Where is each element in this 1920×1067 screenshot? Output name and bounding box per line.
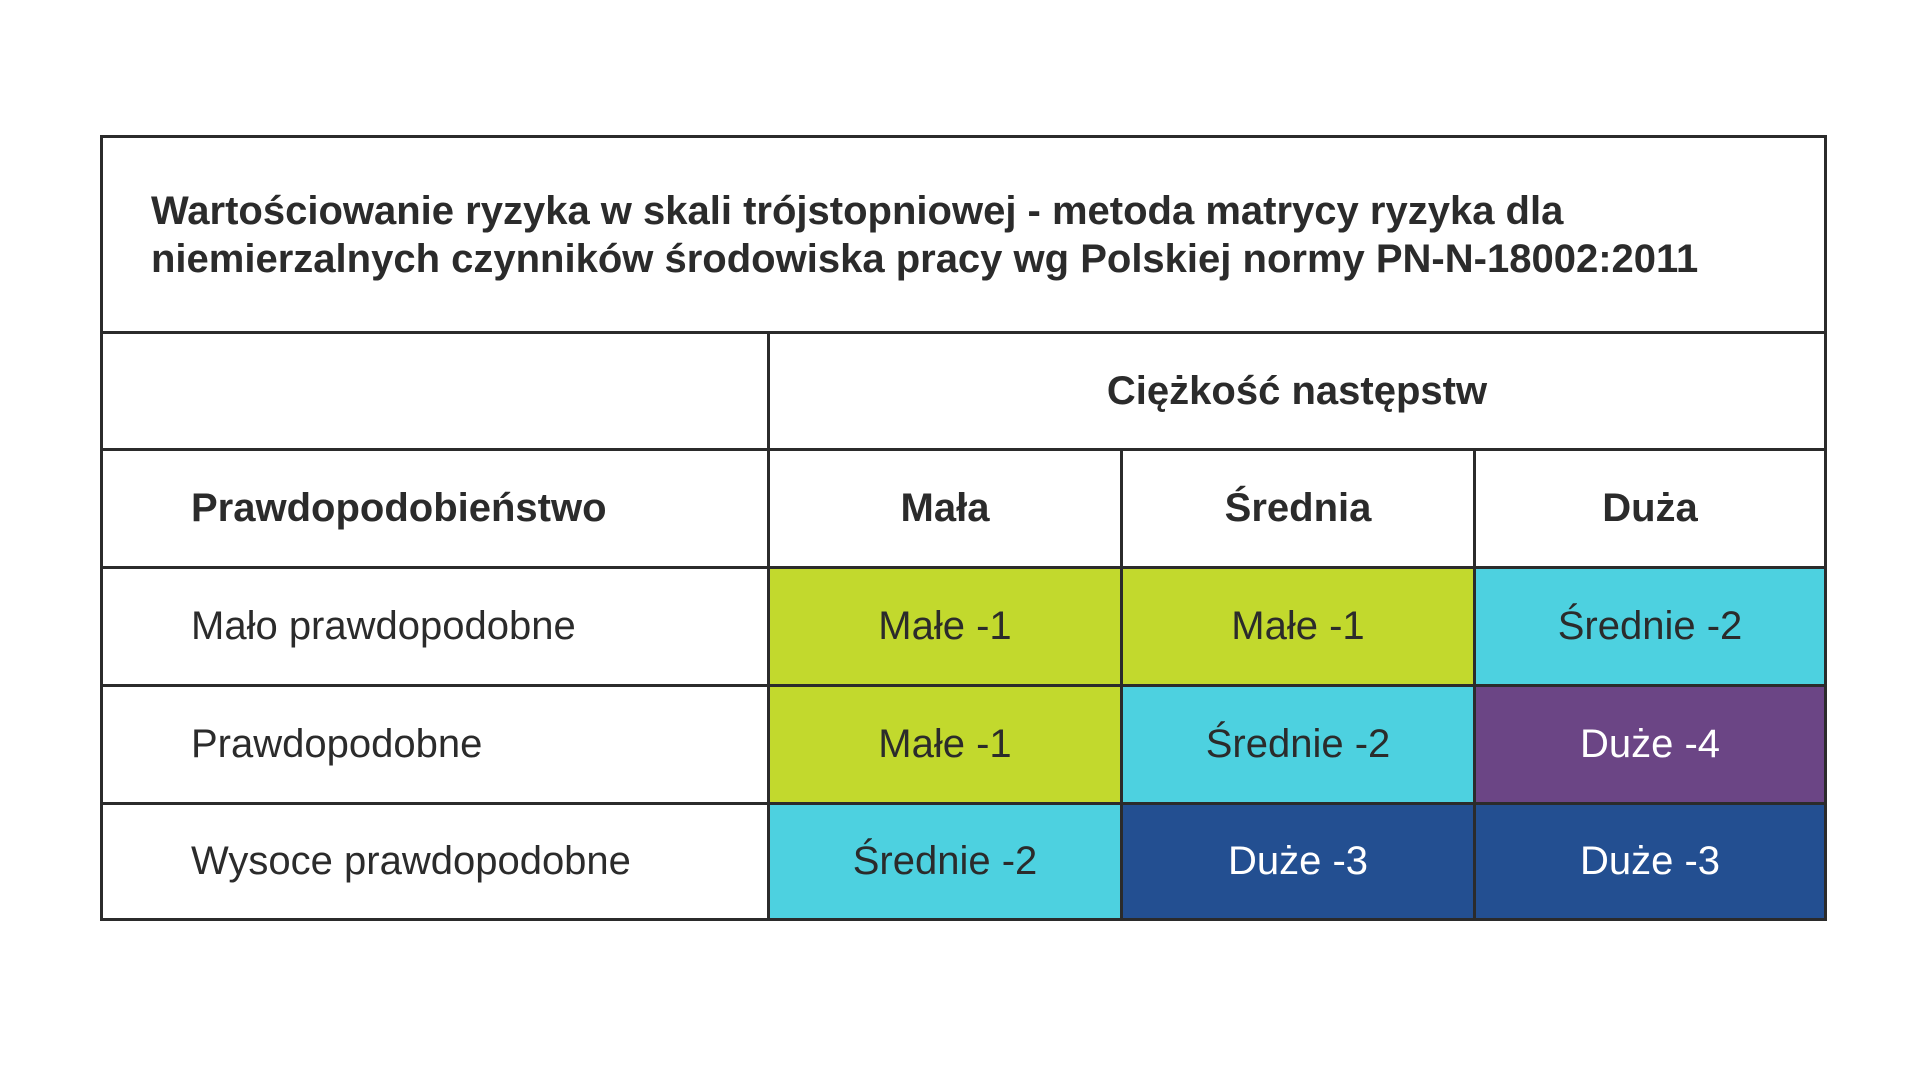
probability-header: Prawdopodobieństwo xyxy=(100,448,770,569)
risk-level-cell: Duże -4 xyxy=(1473,684,1827,805)
severity-group-header: Ciężkość następstw xyxy=(767,331,1827,451)
probability-row-label: Mało prawdopodobne xyxy=(100,566,770,687)
table-title-text xyxy=(151,187,1698,283)
table-title-line-2: niemierzalnych czynników środowiska pracy wg Polskiej normy PN-N-18002:2011 xyxy=(151,236,1699,281)
risk-level-cell: Małe -1 xyxy=(767,684,1123,805)
risk-level-cell: Średnie -2 xyxy=(767,802,1123,921)
risk-level-cell: Średnie -2 xyxy=(1120,684,1476,805)
risk-level-cell: Małe -1 xyxy=(1120,566,1476,687)
probability-row-label: Wysoce prawdopodobne xyxy=(100,802,770,921)
risk-matrix-table xyxy=(100,135,1827,921)
table-title-line-1: Wartościowanie ryzyka w skali trójstopniowej - metoda matrycy ryzyka dla xyxy=(151,188,1564,233)
table-title xyxy=(100,135,1827,334)
severity-column-medium: Średnia xyxy=(1120,448,1476,569)
severity-column-large: Duża xyxy=(1473,448,1827,569)
risk-level-cell: Średnie -2 xyxy=(1473,566,1827,687)
risk-level-cell: Małe -1 xyxy=(767,566,1123,687)
probability-row-label: Prawdopodobne xyxy=(100,684,770,805)
severity-column-small: Mała xyxy=(767,448,1123,569)
risk-level-cell: Duże -3 xyxy=(1120,802,1476,921)
risk-level-cell: Duże -3 xyxy=(1473,802,1827,921)
empty-corner-cell xyxy=(100,331,770,451)
